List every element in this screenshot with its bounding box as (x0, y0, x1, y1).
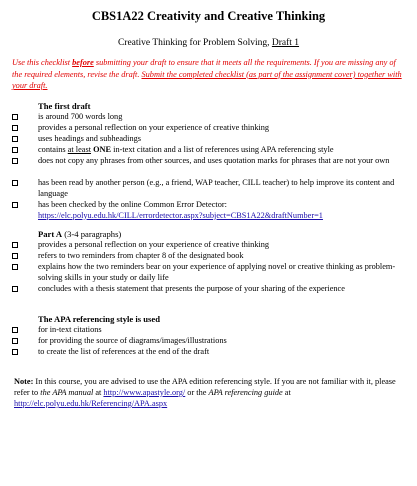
checkbox[interactable] (12, 136, 18, 142)
checkbox[interactable] (12, 349, 18, 355)
notice-submit: Submit the completed checklist (as part of the assignment cover) together with your draft. (12, 69, 402, 90)
note-text-2: at (93, 388, 104, 397)
note-text-3: or the (185, 388, 209, 397)
checklist-item-text: does not copy any phrases from other sources, and uses quotation marks for phrases that are not your own (38, 156, 390, 165)
error-detector-link[interactable]: https://elc.polyu.edu.hk/CILL/errordetector.aspx?subject=CBS1A22&draftNumber=1 (38, 210, 323, 220)
checklist-item-text: provides a personal reflection on your experience of creative thinking (38, 123, 270, 132)
checklist-item-text (38, 200, 404, 221)
page-subtitle (0, 38, 417, 48)
checkbox[interactable] (12, 125, 18, 131)
note-text-4: at (282, 388, 291, 397)
checklist-item-text: provides a personal reflection on your experience of creative thinking (38, 240, 270, 249)
checkbox[interactable] (12, 147, 18, 153)
checklist-item-text: is around 700 words long (38, 112, 123, 121)
section-heading-apa: The APA referencing style is used (38, 314, 160, 324)
checklist-item-text: for providing the source of diagrams/images/illustrations (38, 336, 227, 345)
section-heading-part-a (38, 229, 121, 239)
apastyle-link[interactable]: http://www.apastyle.org/ (103, 388, 186, 397)
part-a-note: (3-4 paragraphs) (62, 229, 122, 239)
note-apa-guide: APA referencing guide (208, 388, 283, 397)
citation-at-least: at least (67, 145, 92, 154)
citation-post: in-text citation and a list of references using APA referencing style (111, 145, 334, 154)
checkbox[interactable] (12, 338, 18, 344)
instructions-notice (12, 57, 406, 92)
checkbox[interactable] (12, 158, 18, 164)
citation-one: ONE (91, 145, 112, 154)
detector-text: has been checked by the online Common Error Detector: (38, 200, 227, 209)
apa-note (14, 376, 409, 409)
checkbox[interactable] (12, 327, 18, 333)
citation-pre: contains (38, 145, 68, 154)
checkbox[interactable] (12, 114, 18, 120)
page-title: CBS1A22 Creativity and Creative Thinking (91, 9, 326, 23)
note-apa-manual: the APA manual (40, 388, 94, 397)
checkbox[interactable] (12, 286, 18, 292)
subtitle-draft: Draft 1 (271, 38, 300, 48)
checklist-item-text: to create the list of references at the end of the draft (38, 347, 210, 356)
referencing-guide-link[interactable]: http://elc.polyu.edu.hk/Referencing/APA.aspx (14, 399, 168, 408)
checkbox[interactable] (12, 202, 18, 208)
checklist-item-text: concludes with a thesis statement that presents the purpose of your sharing of the experience (38, 284, 345, 293)
notice-text-2: submitting your draft to ensure that it meets all the requirements. If you are missing any of the required elements, revise the draft. (12, 58, 396, 79)
checklist-item-text: for in-text citations (38, 325, 102, 334)
checklist-item-text: refers to two reminders from chapter 8 of the designated book (38, 251, 244, 260)
checklist-item-text: explains how the two reminders bear on your experience of applying novel or creative thinking as problem-solving skills in your study or daily life (38, 262, 396, 282)
checklist-item-text (38, 145, 404, 156)
note-text-1: In this course, you are advised to use the APA edition referencing style. If you are not familiar with it, please refer to (14, 377, 396, 397)
notice-before: before (72, 58, 94, 67)
note-label: Note: (14, 377, 34, 386)
checkbox[interactable] (12, 253, 18, 259)
checkbox[interactable] (12, 264, 18, 270)
checkbox[interactable] (12, 180, 18, 186)
subtitle-prefix: Creative Thinking for Problem Solving, (117, 38, 272, 48)
checklist-item-text: has been read by another person (e.g., a friend, WAP teacher, CILL teacher) to help improve its content and language (38, 178, 395, 198)
section-heading-first-draft: The first draft (38, 101, 91, 111)
part-a-title: Part A (38, 229, 63, 239)
notice-text-1: Use this checklist (12, 58, 73, 67)
checkbox[interactable] (12, 242, 18, 248)
checklist-item-text: uses headings and subheadings (38, 134, 142, 143)
